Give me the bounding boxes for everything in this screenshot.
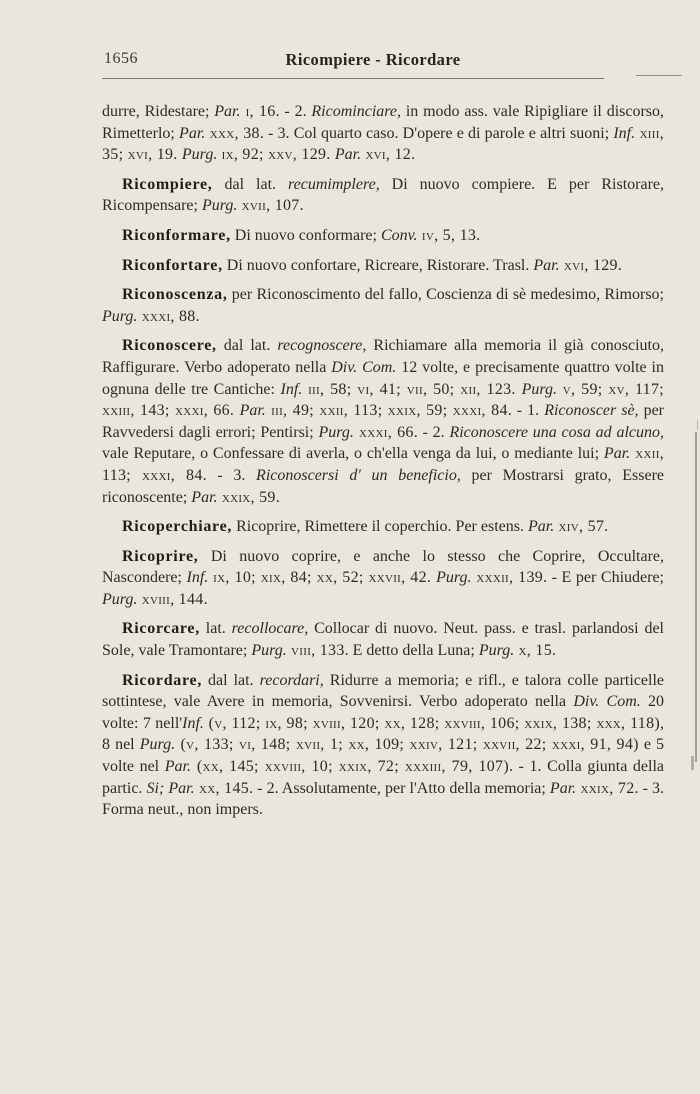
reference-numerals: xiii, 35; xvi, 19. <box>102 124 664 164</box>
text-run: per Mostrarsi grato, Essere riconoscente; <box>102 466 665 506</box>
running-head <box>102 50 664 74</box>
entry-headword: Riconfortare, <box>122 256 223 274</box>
italic-citation: Par. <box>533 256 560 274</box>
text-run: Di nuovo conformare; <box>230 226 381 244</box>
text-run: . - 2. Assolutamente, per l'Atto della memoria; <box>249 779 550 797</box>
reference-numerals: iv, 5, 13. <box>417 226 481 244</box>
italic-citation: Purg. <box>478 642 515 660</box>
text-run: Di nuovo coprire, e anche lo stesso che Coprire, Occultare, Nascondere; <box>102 547 664 587</box>
italic-citation: Par. <box>164 758 191 776</box>
text-run: dal lat. <box>212 175 289 193</box>
text-run: e 5 volte nel <box>102 736 665 776</box>
entry-paragraph <box>102 670 664 821</box>
text-run: . E detto della Luna; <box>344 642 479 660</box>
text-run: . - 3. Col quarto caso. D'opere e di parole e altri suoni; <box>259 124 614 142</box>
reference-numerals: xvi, 12. <box>361 146 416 164</box>
italic-citation: Si; <box>146 779 165 797</box>
scan-artifact <box>691 756 694 770</box>
text-run: Di nuovo confortare, Ricreare, Ristorare. Trasl. <box>222 256 534 274</box>
text-run: . - 2. <box>413 423 450 441</box>
scan-artifact <box>695 432 697 762</box>
text-run: Di nuovo compiere. E per Ristorare, Ricompensare; <box>102 175 664 215</box>
italic-citation: Par. <box>334 146 362 164</box>
text-run: per Riconoscimento del fallo, Coscienza di sè medesimo, Rimorso; <box>227 286 664 304</box>
reference-numerals: xvi, 129. <box>559 256 623 274</box>
page-body <box>102 101 664 821</box>
entry-headword: Ricorcare, <box>122 620 200 638</box>
entry-paragraph <box>102 284 664 327</box>
text-run: . - 2. <box>275 103 312 120</box>
entry-headword: Riconoscenza, <box>122 286 228 304</box>
scan-artifact <box>697 420 698 430</box>
reference-numerals: i, 16 <box>240 103 276 120</box>
italic-citation: Inf. <box>613 124 636 142</box>
entry-headword: Ricoperchiare, <box>122 518 233 536</box>
italic-citation: Purg. <box>102 590 138 608</box>
italic-citation: Inf. <box>182 714 204 732</box>
text-run: 12 volte, e precisamente quattro volte in ognuna delle tre Cantiche: <box>102 358 664 398</box>
text-run: . - 1. Colla giunta della partic. <box>102 758 664 797</box>
italic-citation: recognoscere, <box>277 337 367 355</box>
reference-numerals: viii, 133 <box>286 642 345 660</box>
reference-numerals: ix, 10; xix, 84; xx, 52; xxvii, 42. <box>208 569 437 587</box>
text-run: . - 3. Forma neut., non impers. <box>102 779 665 819</box>
entry-paragraph <box>102 225 664 247</box>
reference-numerals: xviii, 144. <box>137 590 208 608</box>
reference-numerals: (v, 112; ix, 98; xviii, 120; xx, 128; xxviii, 106; xxix, 138; xxx, 118) <box>203 714 661 732</box>
reference-numerals: x, 15. <box>514 642 557 660</box>
reference-numerals: xx, 145 <box>194 779 250 797</box>
italic-citation: Div. Com. <box>573 693 641 711</box>
reference-numerals: xxx, 38 <box>205 124 260 142</box>
italic-citation: Conv. <box>380 226 418 244</box>
italic-citation: Purg. <box>139 736 176 754</box>
italic-citation: Purg. <box>102 307 138 325</box>
entry-headword: Ricordare, <box>122 671 203 689</box>
reference-numerals: xiv, 57. <box>554 518 609 536</box>
reference-numerals: v, 59; xv, 117; xxiii, 143; xxxi, 66. <box>102 380 664 420</box>
italic-citation: Purg. <box>436 569 472 587</box>
entry-paragraph <box>102 335 664 508</box>
italic-citation: Par. <box>239 402 266 420</box>
italic-citation: Div. Com. <box>331 358 397 376</box>
reference-numerals: xxix, 72 <box>576 779 635 797</box>
header-rule <box>102 78 604 79</box>
italic-citation: Purg. <box>251 642 287 660</box>
reference-numerals: ix, 92; xxv, 129. <box>217 146 335 164</box>
entry-headword: Riconoscere, <box>122 337 217 355</box>
italic-citation: Par. <box>603 445 631 463</box>
text-run: Richiamare alla memoria il già conosciuto, Raffigurare. Verbo adoperato nella <box>102 337 664 376</box>
italic-citation: Inf. <box>186 569 209 587</box>
entry-paragraph <box>102 546 664 611</box>
entry-headword: Ricompiere, <box>122 175 213 193</box>
reference-numerals: (v, 133; vi, 148; xvii, 1; xx, 109; xxiv, 121; xxvii, 22; xxxi, 91, 94) <box>175 736 639 754</box>
italic-citation: Par. <box>179 124 206 142</box>
page-title: Ricompiere - Ricordare <box>285 50 461 69</box>
text-run: dal lat. <box>216 337 278 355</box>
italic-citation: Par. <box>168 779 195 797</box>
reference-numerals: xxii, 113; xxxi, 84 <box>102 445 665 484</box>
italic-citation: recumimplere, <box>288 175 380 193</box>
reference-numerals: iii, 58; vi, 41; vii, 50; xii, 123. <box>302 380 522 398</box>
reference-numerals: iii, 49; xxii, 113; xxix, 59; xxxi, 84 <box>265 402 508 420</box>
italic-citation: Riconoscer sè, <box>544 402 639 420</box>
italic-citation: Par. <box>214 103 241 120</box>
text-run: Collocar di nuovo. Neut. pass. e trasl. parlandosi del Sole, vale Tramontare; <box>102 620 664 660</box>
text-run: 20 volte: 7 nell' <box>102 693 665 732</box>
reference-numerals: xxxii, 139 <box>471 569 544 587</box>
reference-numerals: (xx, 145; xxviii, 10; xxix, 72; xxxiii, 79, 107) <box>190 758 509 776</box>
reference-numerals: xxix, 59. <box>217 488 281 506</box>
text-run: . - E per Chiudere; <box>543 569 664 587</box>
italic-citation: Purg. <box>201 197 238 215</box>
reference-numerals: xvii, 107. <box>237 197 304 215</box>
text-run: . - 1. <box>507 402 545 420</box>
italic-citation: Riconoscere una cosa ad alcuno, <box>449 423 665 441</box>
italic-citation: Inf. <box>280 380 303 398</box>
text-run: Ridurre a memoria; e rifl., e talora colle particelle sottintese, vale Avere in memoria, Sovvenirsi. Verbo adoperato nella <box>102 671 664 711</box>
italic-citation: Par. <box>191 488 218 506</box>
text-run: vale Reputare, o Confessare di averla, o ch'ella venga da lui, o mediante lui; <box>102 445 604 463</box>
entry-headword: Ricoprire, <box>122 547 199 565</box>
italic-citation: Purg. <box>318 423 354 441</box>
continuation-paragraph <box>102 101 664 166</box>
text-run: Ricoprire, Rimettere il coperchio. Per estens. <box>232 518 528 536</box>
entry-paragraph <box>102 618 664 661</box>
italic-citation: Riconoscersi d' un beneficio, <box>256 466 461 484</box>
italic-citation: Purg. <box>521 380 557 398</box>
text-run: per Ravvedersi dagli errori; Pentirsi; <box>102 402 665 441</box>
header-rule-fragment <box>636 75 682 76</box>
text-run: in modo ass. vale Ripigliare il discorso, Rimetterlo; <box>102 103 665 142</box>
page-number: 1656 <box>104 50 138 67</box>
entry-paragraph <box>102 174 664 217</box>
italic-citation: recollocare, <box>231 620 309 638</box>
reference-numerals: xxxi, 66 <box>353 423 414 441</box>
text-run: dal lat. <box>202 671 260 689</box>
text-run: durre, Ridestare; <box>102 103 215 120</box>
italic-citation: Par. <box>527 518 555 536</box>
entry-paragraph <box>102 255 664 277</box>
entry-headword: Riconformare, <box>122 226 231 244</box>
text-run: . - 3. <box>202 466 257 484</box>
italic-citation: Purg. <box>181 146 218 164</box>
text-run: lat. <box>199 620 232 638</box>
italic-citation: recordari, <box>259 671 324 689</box>
italic-citation: Ricominciare, <box>311 103 401 120</box>
entry-paragraph <box>102 516 664 538</box>
reference-numerals: xxxi, 88. <box>137 307 200 325</box>
italic-citation: Par. <box>549 779 577 797</box>
text-run: , 8 nel <box>102 714 665 754</box>
